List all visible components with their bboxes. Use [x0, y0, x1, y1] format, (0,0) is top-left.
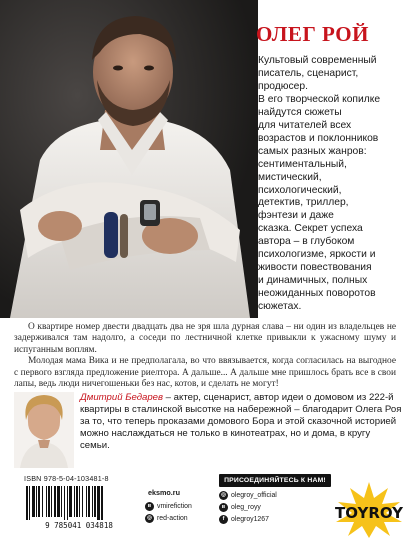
- bio-line: мистический,: [258, 171, 322, 183]
- barcode-bar: [48, 486, 50, 517]
- barcode-bar: [92, 486, 93, 517]
- bio-line: детектив, триллер,: [258, 197, 349, 209]
- barcode-bar: [97, 486, 100, 520]
- barcode-bar: [29, 486, 30, 520]
- author-photo: [0, 0, 258, 318]
- narrator-text: – актер, сценарист, автор идеи о домовом из 222-й квартиры в сталинской высотке на набережной – благодарит Олега Роя за то, что теперь проказами домового Бора и этой сказочной историей можно наслаждаться не только в кинотеатрах, но и дома, в кругу семьи.: [80, 392, 402, 451]
- barcode-bar: [61, 486, 62, 517]
- barcode-bar: [94, 486, 96, 517]
- barcode-bar: [82, 486, 83, 517]
- barcode-digits: 9 785041 034818: [45, 521, 113, 530]
- bio-line: психологизме, яркости и: [258, 249, 376, 261]
- bio-line: автора – в глубоком: [258, 236, 355, 248]
- barcode: [20, 484, 138, 530]
- barcode-bar: [51, 486, 52, 517]
- social-link-olegroy-official[interactable]: [219, 491, 277, 500]
- bio-line: продюсер.: [258, 80, 308, 92]
- join-us-banner: ПРИСОЕДИНЯЙТЕСЬ К НАМ!: [219, 474, 331, 487]
- bio-line: сказка. Секрет успеха: [258, 223, 363, 235]
- bio-line: и динамичных, полных: [258, 275, 368, 287]
- bio-line: возрастов и поклонников: [258, 132, 379, 144]
- barcode-bar: [36, 486, 37, 517]
- logo-text: TOYROY: [335, 504, 403, 522]
- barcode-bar: [38, 486, 40, 517]
- barcode-bar: [26, 486, 28, 520]
- author-photo-illustration: [0, 0, 258, 318]
- toyroy-logo: [330, 480, 408, 538]
- bio-line: фэнтези и даже: [258, 210, 334, 222]
- instagram-icon: ◎: [145, 514, 154, 523]
- social-handle: olegroy_official: [231, 492, 277, 499]
- vk-icon: в: [145, 502, 154, 511]
- social-link-vmirefiction[interactable]: [145, 502, 192, 511]
- synopsis-paragraph: Молодая мама Вика и не предполагала, во что ввязывается, когда согласилась на выгодное с первого взгляда предложение риелтора. А дальше... А дальше мне пришлось брать все в свои лапы, ведь люди ничегошеньки без нас, котов, и сделать не могут!: [14, 356, 396, 390]
- narrator-photo: [14, 392, 74, 468]
- social-link-red-action[interactable]: [145, 514, 188, 523]
- facebook-icon: f: [219, 515, 228, 524]
- book-synopsis: [14, 322, 396, 390]
- barcode-bar: [54, 486, 56, 517]
- barcode-bar: [46, 486, 47, 517]
- barcode-bar: [101, 486, 103, 520]
- synopsis-paragraph: О квартире номер двести двадцать два не зря шла дурная слава – ни один из владельцев не задерживался там надолго, а соседи по лестничной клетке привыкли к ужасному шуму и испуганным воплям.: [14, 322, 396, 355]
- social-handle: red-action: [157, 515, 188, 522]
- bio-line: сюжетах.: [258, 301, 302, 313]
- isbn-number: ISBN 978-5-04-103481-8: [24, 474, 109, 483]
- barcode-bar: [74, 486, 75, 517]
- bio-line: сентиментальный,: [258, 158, 347, 170]
- bio-line: неожиданных поворотов: [258, 288, 376, 300]
- barcode-bar: [32, 486, 35, 517]
- barcode-bar: [79, 486, 80, 517]
- social-handle: olegroy1267: [231, 516, 269, 523]
- barcode-bar: [64, 486, 65, 520]
- vk-icon: в: [219, 503, 228, 512]
- bio-line: Культовый современный: [258, 55, 377, 66]
- barcode-bar: [67, 486, 68, 520]
- instagram-icon: ◎: [219, 491, 228, 500]
- narrator-name: Дмитрий Бедарев: [80, 392, 164, 403]
- website-text: eksmo.ru: [148, 488, 180, 497]
- barcode-bar: [76, 486, 78, 517]
- narrator-note: [80, 392, 402, 452]
- bio-line: В его творческой копилке: [258, 93, 381, 105]
- barcode-bar: [42, 486, 43, 517]
- narrator-photo-illustration: [14, 392, 74, 468]
- social-handle: oleg_royy: [231, 504, 261, 511]
- social-handle: vmirefiction: [157, 503, 192, 510]
- bio-line: психологический,: [258, 184, 342, 196]
- bio-line: живости повествования: [258, 262, 372, 274]
- author-bio: [258, 55, 403, 314]
- barcode-bar: [69, 486, 72, 517]
- barcode-bar: [88, 486, 90, 517]
- barcode-bar: [86, 486, 87, 517]
- social-link-olegroy1267[interactable]: [219, 515, 269, 524]
- author-name: ОЛЕГ РОЙ: [256, 22, 369, 46]
- social-link-oleg-royy[interactable]: [219, 503, 261, 512]
- bio-line: для читателей всех: [258, 119, 352, 131]
- bio-line: писатель, сценарист,: [258, 67, 359, 79]
- website-link[interactable]: [148, 488, 180, 497]
- bio-line: найдутся сюжеты: [258, 106, 342, 118]
- bio-line: самых разных жанров:: [258, 145, 367, 157]
- barcode-bar: [57, 486, 60, 517]
